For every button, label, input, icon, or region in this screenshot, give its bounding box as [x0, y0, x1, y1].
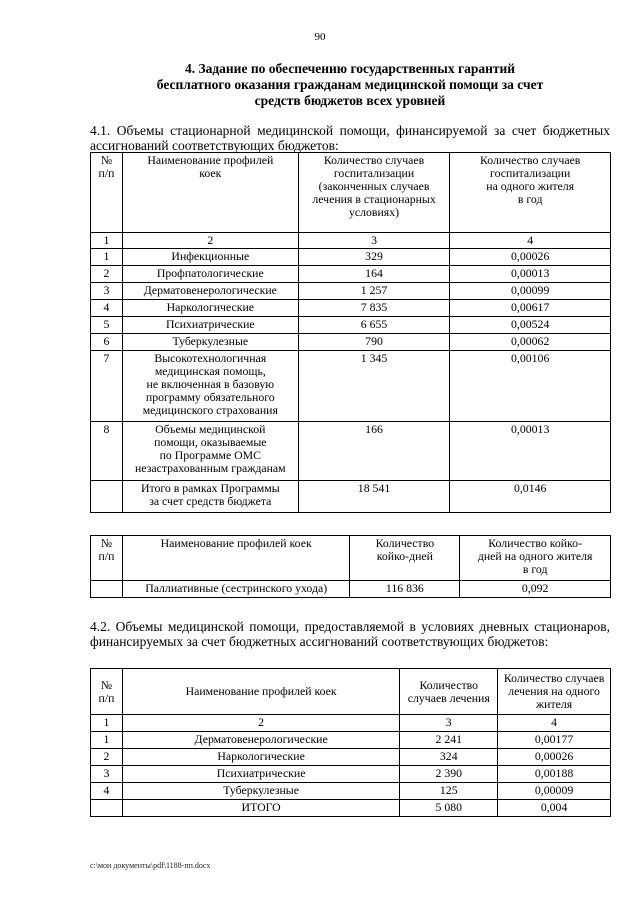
table-cell: Психиатрические [122, 317, 298, 334]
table-cell: 7 835 [298, 300, 450, 317]
table-cell: 0,00009 [498, 783, 611, 800]
table-row [91, 766, 611, 783]
table-cell: 0,00062 [450, 334, 611, 351]
table-cell: 1 [91, 233, 123, 249]
table-cell: 3 [91, 766, 123, 783]
table-cell: 1 [91, 249, 123, 266]
table-index-row [91, 715, 611, 732]
table-cell: 4 [498, 715, 611, 732]
table-cell: 2 390 [400, 766, 498, 783]
section-title [90, 61, 610, 109]
table-cell: Инфекционные [122, 249, 298, 266]
table-cell: Наркологические [122, 300, 298, 317]
table-cell: 0,00524 [450, 317, 611, 334]
table-cell: Профпатологические [122, 266, 298, 283]
title-line: бесплатного оказания гражданам медицинской помощи за счет [156, 77, 544, 92]
table-cell: 166 [298, 422, 450, 481]
table-cell: Туберкулезные [122, 783, 399, 800]
table-cell: Итого в рамках Программы за счет средств бюджета [122, 481, 298, 513]
table-row [91, 351, 611, 422]
table-cell: 329 [298, 249, 450, 266]
table-cell: 0,00106 [450, 351, 611, 422]
table-cell: 2 [122, 233, 298, 249]
section1-intro: 4.1. Объемы стационарной медицинской помощи, финансируемой за счет бюджетных ассигнований соответствующих бюджетов: [90, 123, 610, 153]
table-cell: 164 [298, 266, 450, 283]
title-line: средств бюджетов всех уровней [254, 93, 446, 108]
table-cell: 0,092 [460, 581, 611, 598]
table-row [91, 422, 611, 481]
header-per-resident: Количество койко- дней на одного жителя в год [460, 536, 611, 581]
table-cell: 3 [91, 283, 123, 300]
table-cell: Туберкулезные [122, 334, 298, 351]
table-cell: 18 541 [298, 481, 450, 513]
table-header-row [91, 536, 611, 581]
table-cell: 0,00099 [450, 283, 611, 300]
day-hospital-table [90, 668, 611, 817]
table-row [91, 749, 611, 766]
table-row [91, 581, 611, 598]
table-cell: 0,00617 [450, 300, 611, 317]
table-cell: 6 [91, 334, 123, 351]
table-cell: 4 [450, 233, 611, 249]
table-cell: 0,00026 [498, 749, 611, 766]
table-cell: Высокотехнологичная медицинская помощь, не включенная в базовую программу обязательного медицинского страхования [122, 351, 298, 422]
table-cell: 4 [91, 300, 123, 317]
header-per-resident: Количество случаев госпитализации на одного жителя в год [450, 153, 611, 233]
table-cell: 0,00013 [450, 266, 611, 283]
header-bed-days: Количество койко-дней [350, 536, 460, 581]
table-cell: 1 [91, 732, 123, 749]
table-row [91, 266, 611, 283]
table-row [91, 317, 611, 334]
header-cases: Количество случаев лечения [400, 669, 498, 715]
header-cases: Количество случаев госпитализации (законченных случаев лечения в стационарных условиях) [298, 153, 450, 233]
table-cell: ИТОГО [122, 800, 399, 817]
header-num: № п/п [91, 153, 123, 233]
table-cell: 4 [91, 783, 123, 800]
table-cell: 324 [400, 749, 498, 766]
table-cell: 0,004 [498, 800, 611, 817]
table-cell: 3 [400, 715, 498, 732]
table-cell: 7 [91, 351, 123, 422]
palliative-table [90, 535, 611, 598]
table-cell: 5 080 [400, 800, 498, 817]
table-cell: 2 [122, 715, 399, 732]
table-total-row [91, 800, 611, 817]
header-name: Наименование профилей коек [122, 153, 298, 233]
table-cell: Наркологические [122, 749, 399, 766]
table-cell: 116 836 [350, 581, 460, 598]
table-row [91, 300, 611, 317]
table-cell: 1 [91, 715, 123, 732]
table-cell: Дерматовенерологические [122, 732, 399, 749]
section2-intro: 4.2. Объемы медицинской помощи, предоставляемой в условиях дневных стационаров, финансируемых за счет бюджетных ассигнований соответствующих бюджетов: [90, 619, 610, 649]
table-index-row [91, 233, 611, 249]
table-header-row [91, 153, 611, 233]
page-number: 90 [314, 31, 326, 43]
table-cell: 2 241 [400, 732, 498, 749]
table-cell: Психиатрические [122, 766, 399, 783]
table-total-row [91, 481, 611, 513]
table-cell: 0,00177 [498, 732, 611, 749]
header-num: № п/п [91, 669, 123, 715]
header-name: Наименование профилей коек [122, 669, 399, 715]
title-line: 4. Задание по обеспечению государственных гарантий [184, 61, 516, 76]
table-cell: 2 [91, 749, 123, 766]
table-cell: 125 [400, 783, 498, 800]
table-cell: 1 257 [298, 283, 450, 300]
table-cell: 0,0146 [450, 481, 611, 513]
header-name: Наименование профилей коек [122, 536, 350, 581]
table-cell: 0,00013 [450, 422, 611, 481]
inpatient-volumes-table [90, 152, 611, 513]
header-per-resident: Количество случаев лечения на одного жителя [498, 669, 611, 715]
table-row [91, 334, 611, 351]
table-cell: 790 [298, 334, 450, 351]
table-row [91, 283, 611, 300]
table-cell: 1 345 [298, 351, 450, 422]
table-row [91, 732, 611, 749]
table-cell: Паллиативные (сестринского ухода) [122, 581, 350, 598]
table-header-row [91, 669, 611, 715]
table-cell [91, 581, 123, 598]
table-cell: Дерматовенерологические [122, 283, 298, 300]
table-cell: 2 [91, 266, 123, 283]
footer-file-path: c:\мои документы\pdf\1188-пп.docx [90, 861, 211, 870]
table-row [91, 249, 611, 266]
table-cell: Объемы медицинской помощи, оказываемые по Программе ОМС незастрахованным гражданам [122, 422, 298, 481]
header-num: № п/п [91, 536, 123, 581]
table-cell: 0,00026 [450, 249, 611, 266]
table-row [91, 783, 611, 800]
table-cell: 3 [298, 233, 450, 249]
table-cell: 5 [91, 317, 123, 334]
table-cell: 8 [91, 422, 123, 481]
table-cell [91, 481, 123, 513]
table-cell: 0,00188 [498, 766, 611, 783]
table-cell [91, 800, 123, 817]
table-cell: 6 655 [298, 317, 450, 334]
